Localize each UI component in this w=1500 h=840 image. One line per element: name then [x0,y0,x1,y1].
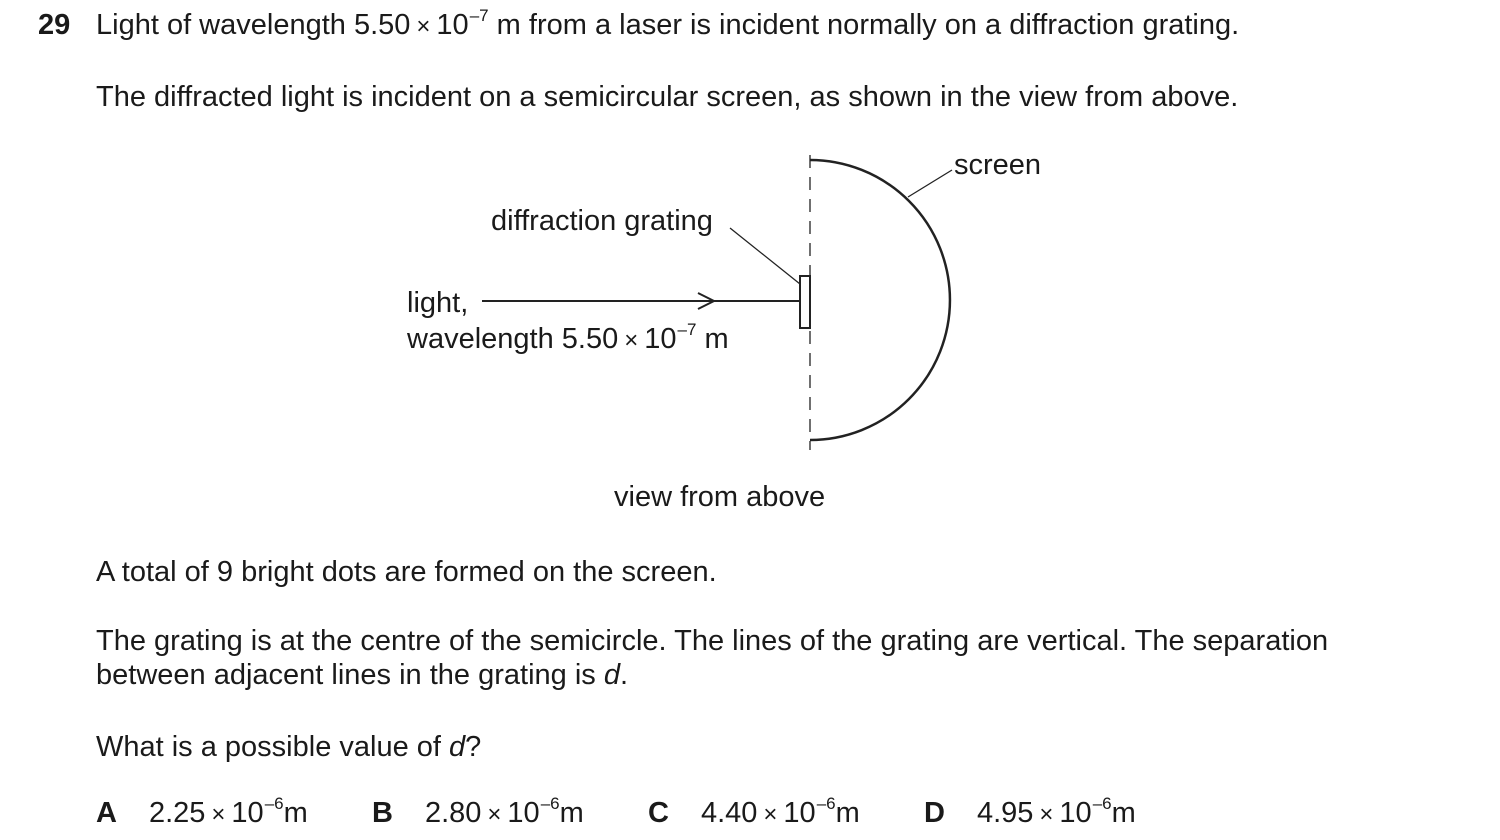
option-unit: m [1111,797,1136,829]
power-base: 10 [1059,797,1092,829]
power-exponent: –6 [540,794,560,813]
light-label: light, [407,287,469,319]
screen-leader-line [908,170,952,197]
power-exponent: –7 [677,320,697,339]
wavelength-unit: m [704,323,729,355]
power-base: 10 [231,797,264,829]
power-base: 10 [783,797,816,829]
wavelength-label [407,322,729,360]
grating-description-text: The grating is at the centre of the semicircle. The lines of the grating are vertical. The separation between adjacent lines in the grating is [96,625,1329,691]
intro-text-post: m from a laser is incident normally on a diffraction grating. [496,9,1240,41]
power-base: 10 [436,9,469,41]
question-prompt [96,730,481,764]
power-exponent: –6 [264,794,284,813]
grating-leader-line [730,228,800,284]
view-caption: view from above [614,481,826,513]
option-unit: m [835,797,860,829]
intro-text-pre: Light of wavelength 5.50 [96,9,411,41]
prompt-text: What is a possible value of [96,731,450,763]
times-sign: × [487,801,502,828]
times-sign: × [211,801,226,828]
screen-label: screen [954,149,1042,181]
option-letter: A [96,797,117,829]
option-b[interactable] [372,796,584,834]
times-sign: × [624,327,639,354]
option-c[interactable] [648,796,860,834]
grating-label: diffraction grating [491,205,713,237]
question-number: 29 [38,9,71,41]
bright-dots-statement: A total of 9 bright dots are formed on the screen. [96,556,717,588]
variable-d: d [449,731,466,763]
option-letter: C [648,797,669,829]
times-sign: × [1039,801,1054,828]
power-exponent: –6 [816,794,836,813]
option-unit: m [283,797,308,829]
diffraction-grating [800,276,810,328]
option-d[interactable] [924,796,1136,834]
option-mantissa: 4.40 [700,797,758,829]
power-base: 10 [644,323,677,355]
option-unit: m [559,797,584,829]
power-exponent: –6 [1092,794,1112,813]
wavelength-pre: wavelength 5.50 [407,323,619,355]
question-screen-line: The diffracted light is incident on a semicircular screen, as shown in the view from above. [96,81,1239,113]
sentence-end: . [619,659,629,691]
power-exponent: –7 [469,6,489,25]
times-sign: × [416,13,431,40]
option-letter: D [924,797,945,829]
variable-d: d [603,659,620,691]
question-mark: ? [465,731,482,763]
grating-description [96,624,1436,692]
option-letter: B [372,797,393,829]
power-base: 10 [507,797,540,829]
option-mantissa: 4.95 [976,797,1034,829]
option-mantissa: 2.25 [148,797,206,829]
times-sign: × [763,801,778,828]
semicircular-screen [810,160,950,440]
option-a[interactable] [96,796,308,834]
option-mantissa: 2.80 [424,797,482,829]
